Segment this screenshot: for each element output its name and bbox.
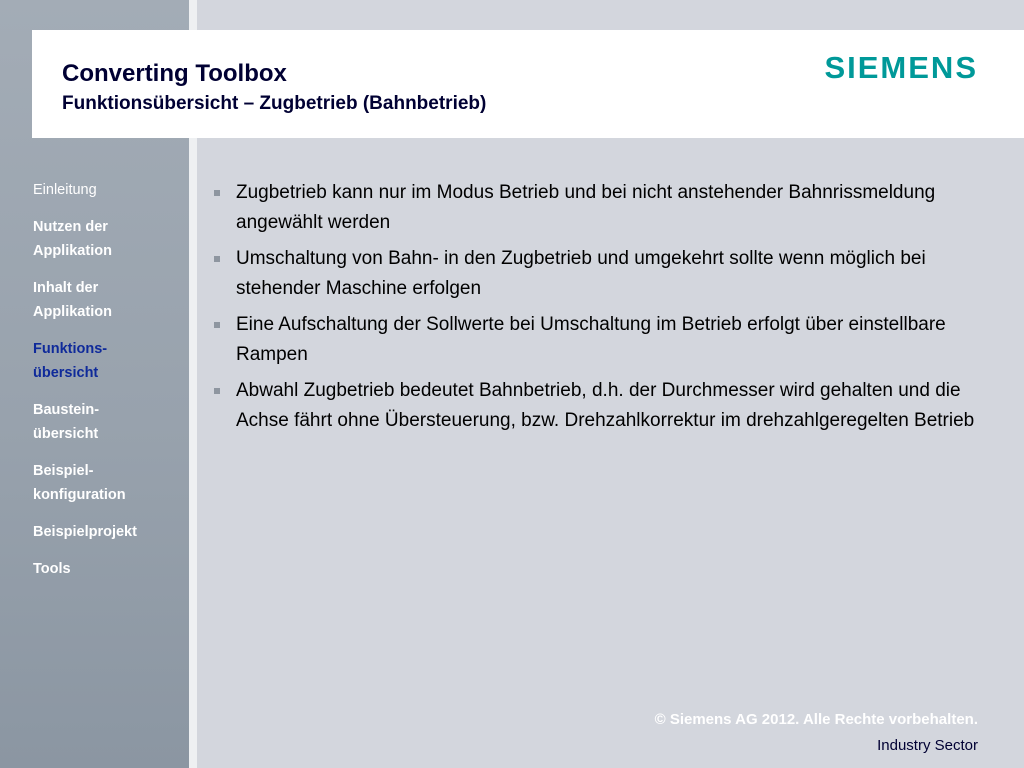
sidebar-item-label: Funktions- übersicht <box>33 341 108 381</box>
square-bullet-icon <box>214 322 220 328</box>
sidebar-item-label: Beispielprojekt <box>33 524 137 540</box>
sidebar-item-label: Inhalt der Applikation <box>33 280 112 320</box>
square-bullet-icon <box>214 256 220 262</box>
sidebar-item-inhalt[interactable] <box>33 276 183 324</box>
copyright-text: © Siemens AG 2012. Alle Rechte vorbehalten. <box>654 711 978 728</box>
page-subtitle: Funktionsübersicht – Zugbetrieb (Bahnbetrieb) <box>62 93 487 114</box>
sidebar-item-label: Baustein- übersicht <box>33 402 100 442</box>
sidebar-item-einleitung[interactable] <box>33 178 183 202</box>
bullet-text: Abwahl Zugbetrieb bedeutet Bahnbetrieb, d.h. der Durchmesser wird gehalten und die Achse fährt ohne Übersteuerung, bzw. Drehzahlkorrektur im drehzahlgeregelten Betrieb <box>236 380 975 431</box>
sidebar-item-label: Nutzen der Applikation <box>33 219 112 259</box>
sidebar-item-beispielkonfiguration[interactable] <box>33 459 183 507</box>
sidebar-item-beispielprojekt[interactable] <box>33 520 183 544</box>
square-bullet-icon <box>214 388 220 394</box>
bullet-list <box>212 178 992 442</box>
bullet-item <box>212 244 992 304</box>
sidebar-item-funktionsuebersicht[interactable] <box>33 337 183 385</box>
sidebar-item-label: Tools <box>33 561 71 577</box>
sector-text: Industry Sector <box>877 737 978 754</box>
page-title: Converting Toolbox <box>62 60 287 87</box>
sidebar-item-tools[interactable] <box>33 557 183 581</box>
sidebar-item-nutzen[interactable] <box>33 215 183 263</box>
header-bar <box>32 30 1024 138</box>
bullet-text: Zugbetrieb kann nur im Modus Betrieb und bei nicht anstehender Bahnrissmeldung angewählt werden <box>236 182 936 233</box>
bullet-text: Umschaltung von Bahn- in den Zugbetrieb und umgekehrt sollte wenn möglich bei stehender Maschine erfolgen <box>236 248 926 299</box>
siemens-logo: SIEMENS <box>824 50 978 85</box>
bullet-item <box>212 310 992 370</box>
sidebar-nav <box>33 178 183 594</box>
bullet-item <box>212 376 992 436</box>
bullet-text: Eine Aufschaltung der Sollwerte bei Umschaltung im Betrieb erfolgt über einstellbare Rampen <box>236 314 946 365</box>
sidebar-item-label: Beispiel- konfiguration <box>33 463 126 503</box>
sidebar-item-bausteinuebersicht[interactable] <box>33 398 183 446</box>
sidebar-item-label: Einleitung <box>33 182 97 198</box>
bullet-item <box>212 178 992 238</box>
square-bullet-icon <box>214 190 220 196</box>
